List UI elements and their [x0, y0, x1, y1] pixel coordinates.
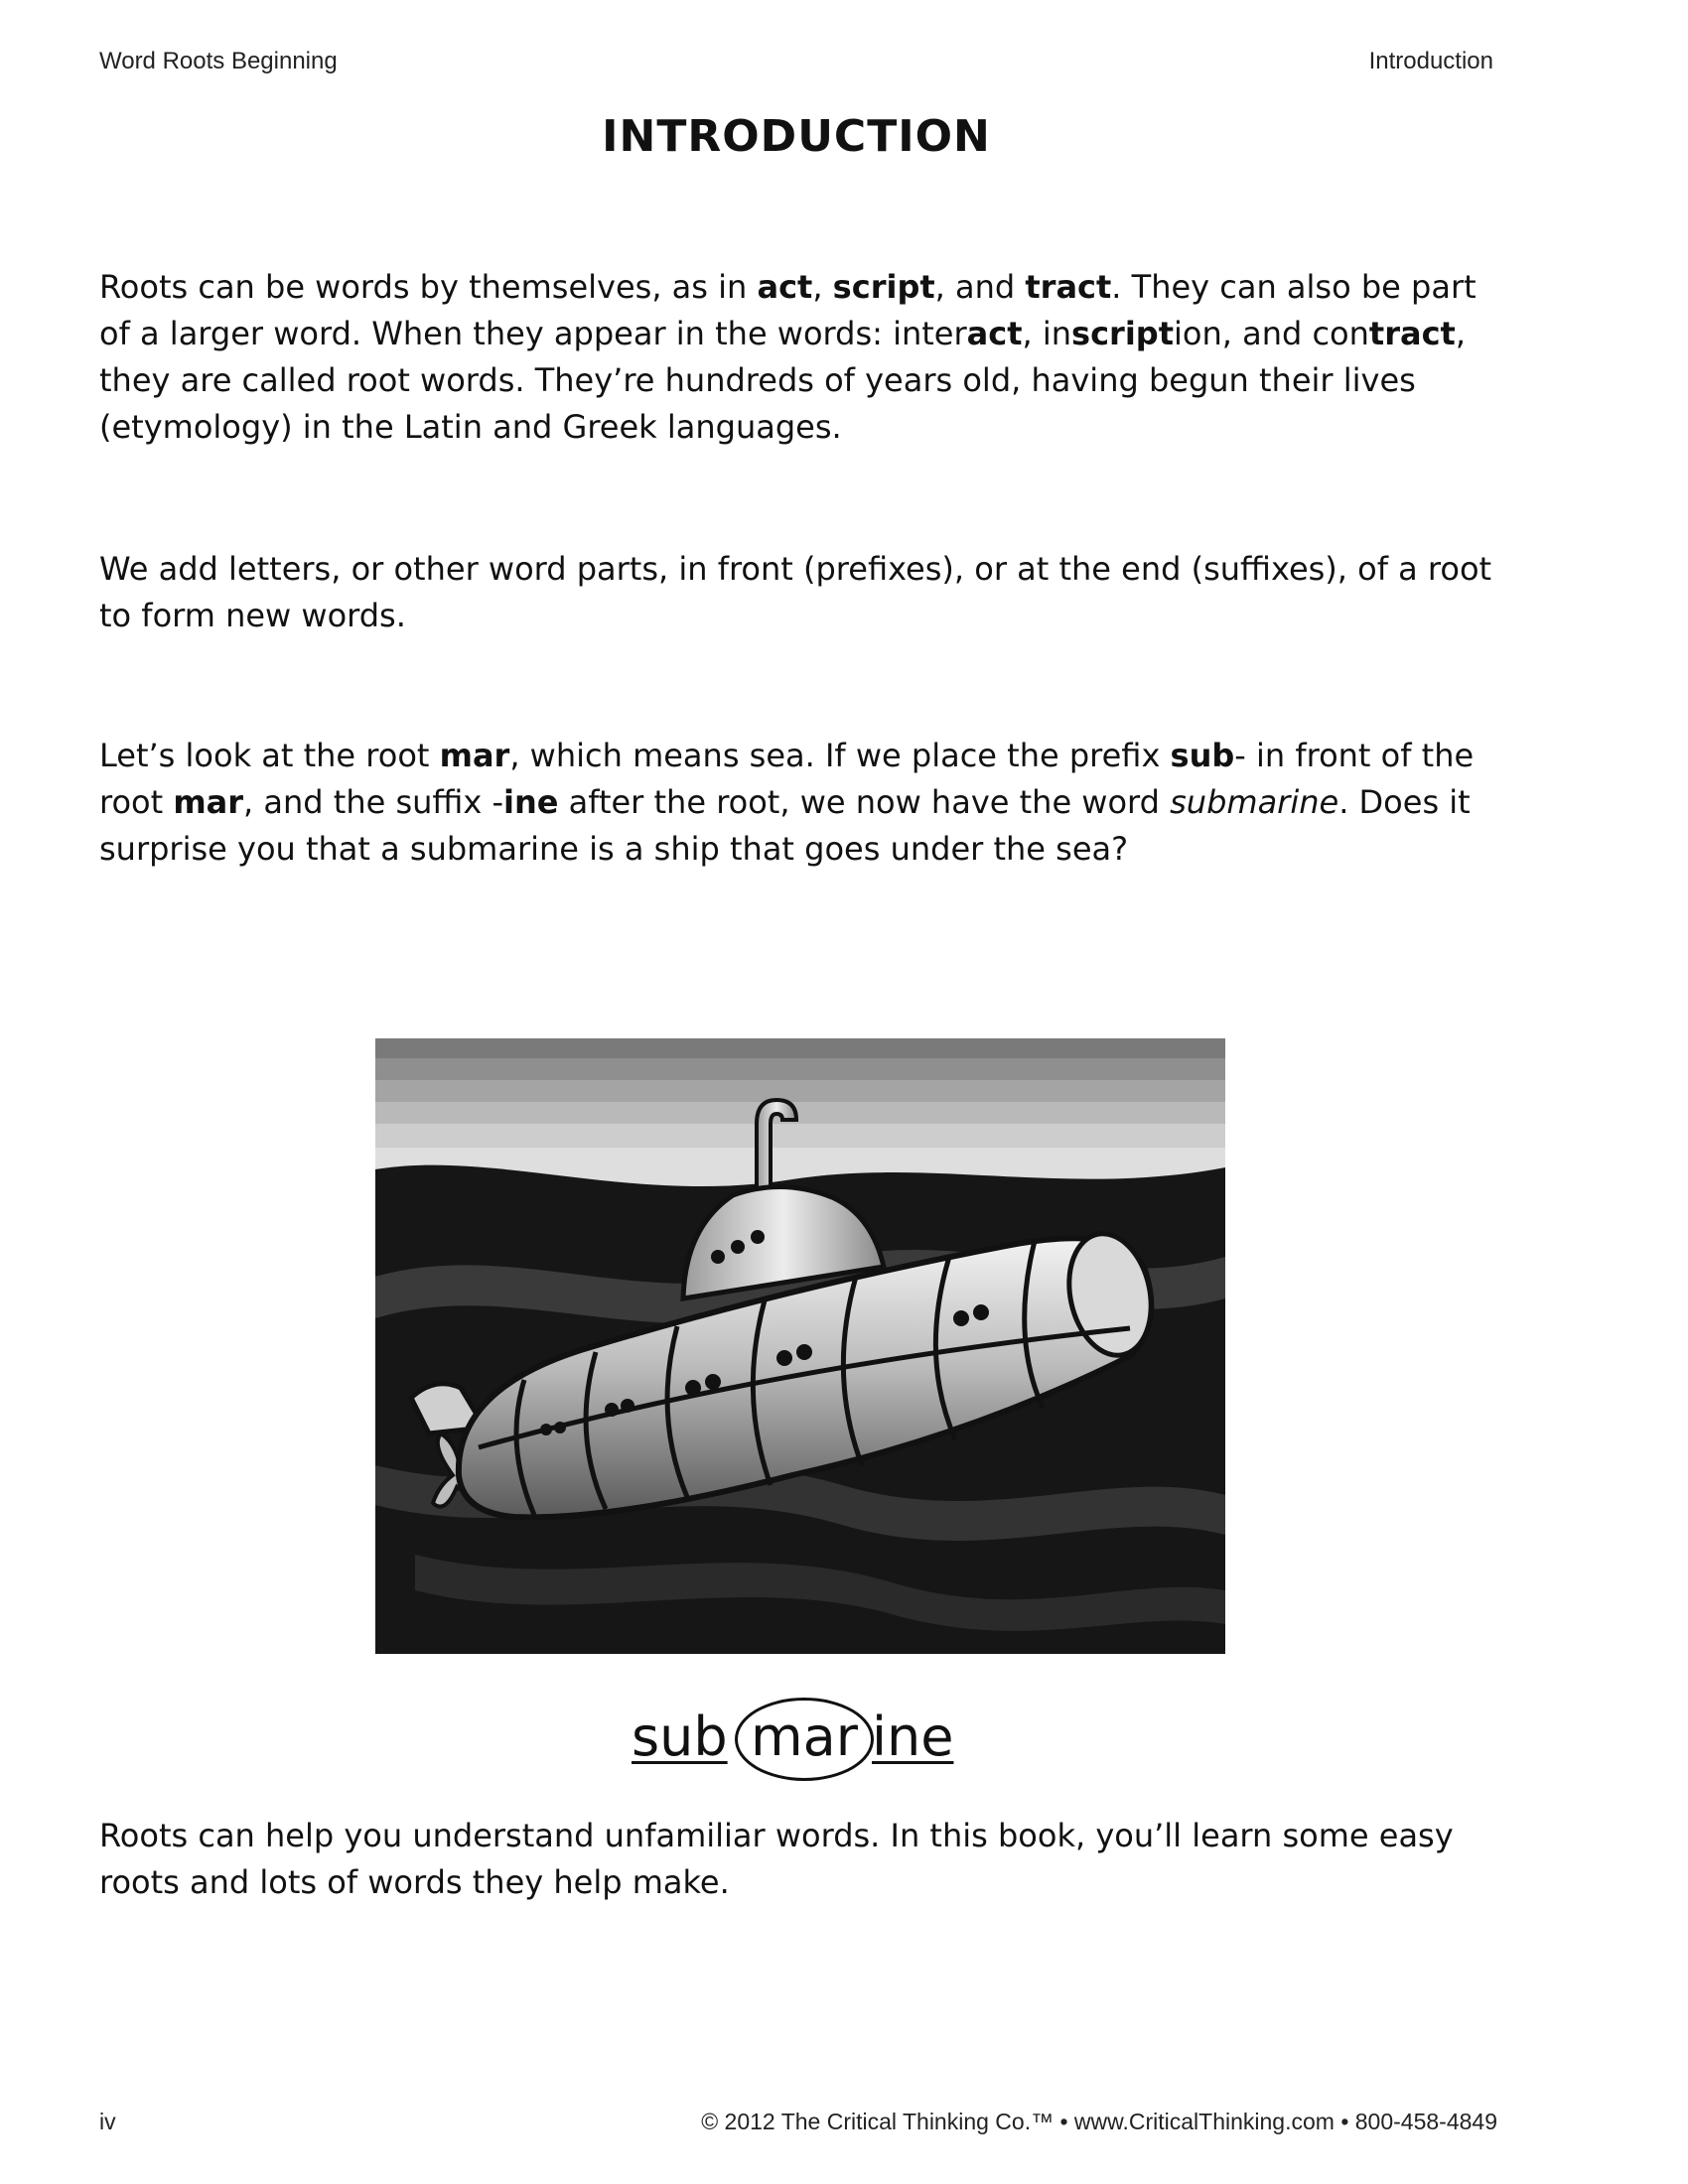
text-run: . Does it surprise you that a submarine is a ship that goes under the sea?	[99, 783, 1471, 868]
text-run: , they are called root words. They’re hundreds of years old, having begun their lives (etymology) in the Latin and Greek languages.	[99, 315, 1467, 446]
sky-band	[375, 1124, 1225, 1148]
suffix-ine: ine	[872, 1706, 954, 1768]
closing-paragraph: Roots can help you understand unfamiliar words. In this book, you’ll learn some easy roots and lots of words they help make.	[99, 1817, 1454, 1901]
submarine-example-paragraph	[99, 733, 1509, 873]
bold-root: mar	[439, 737, 510, 774]
bold-root: tract	[1368, 315, 1456, 352]
running-header-title: Word Roots Beginning	[99, 48, 338, 74]
page-number: iv	[99, 2109, 116, 2134]
text-run: , and	[934, 268, 1026, 306]
bold-root: tract	[1025, 268, 1112, 306]
sky-band	[375, 1038, 1225, 1058]
bold-root: act	[757, 268, 813, 306]
text-run: , which means sea. If we place the prefix	[509, 737, 1171, 774]
bold-root: ine	[503, 783, 559, 821]
bold-root: script	[832, 268, 935, 306]
text-run: ion, and con	[1173, 315, 1369, 352]
text-run: Roots can be words by themselves, as in	[99, 268, 758, 306]
sky-band	[375, 1080, 1225, 1102]
sky-band	[375, 1102, 1225, 1124]
bold-root: mar	[173, 783, 244, 821]
text-run: after the root, we now have the word	[558, 783, 1171, 821]
prefix-suffix-paragraph: We add letters, or other word parts, in front (prefixes), or at the end (suffixes), of a root to form new words.	[99, 550, 1492, 634]
text-run: Let’s look at the root	[99, 737, 440, 774]
text-run: ,	[812, 268, 833, 306]
running-header-section: Introduction	[1368, 48, 1493, 74]
page-title: INTRODUCTION	[602, 111, 991, 162]
bold-root: act	[966, 315, 1023, 352]
bold-root: sub	[1170, 737, 1235, 774]
text-run: , in	[1022, 315, 1072, 352]
sky-band	[375, 1058, 1225, 1080]
copyright-footer: © 2012 The Critical Thinking Co.™ • www.CriticalThinking.com • 800-458-4849	[701, 2109, 1497, 2134]
submarine-illustration	[375, 1038, 1225, 1654]
root-mar: mar	[751, 1706, 858, 1768]
text-run: - in front of the root	[99, 737, 1475, 821]
bold-root: script	[1071, 315, 1174, 352]
prefix-sub: sub	[632, 1706, 728, 1768]
submarine-word-diagram	[624, 1704, 981, 1775]
intro-paragraph	[99, 264, 1509, 451]
italic-word: submarine	[1170, 783, 1339, 821]
text-run: , and the suffix -	[243, 783, 503, 821]
text-run: . They can also be part of a larger word. When they appear in the words: inter	[99, 268, 1477, 352]
